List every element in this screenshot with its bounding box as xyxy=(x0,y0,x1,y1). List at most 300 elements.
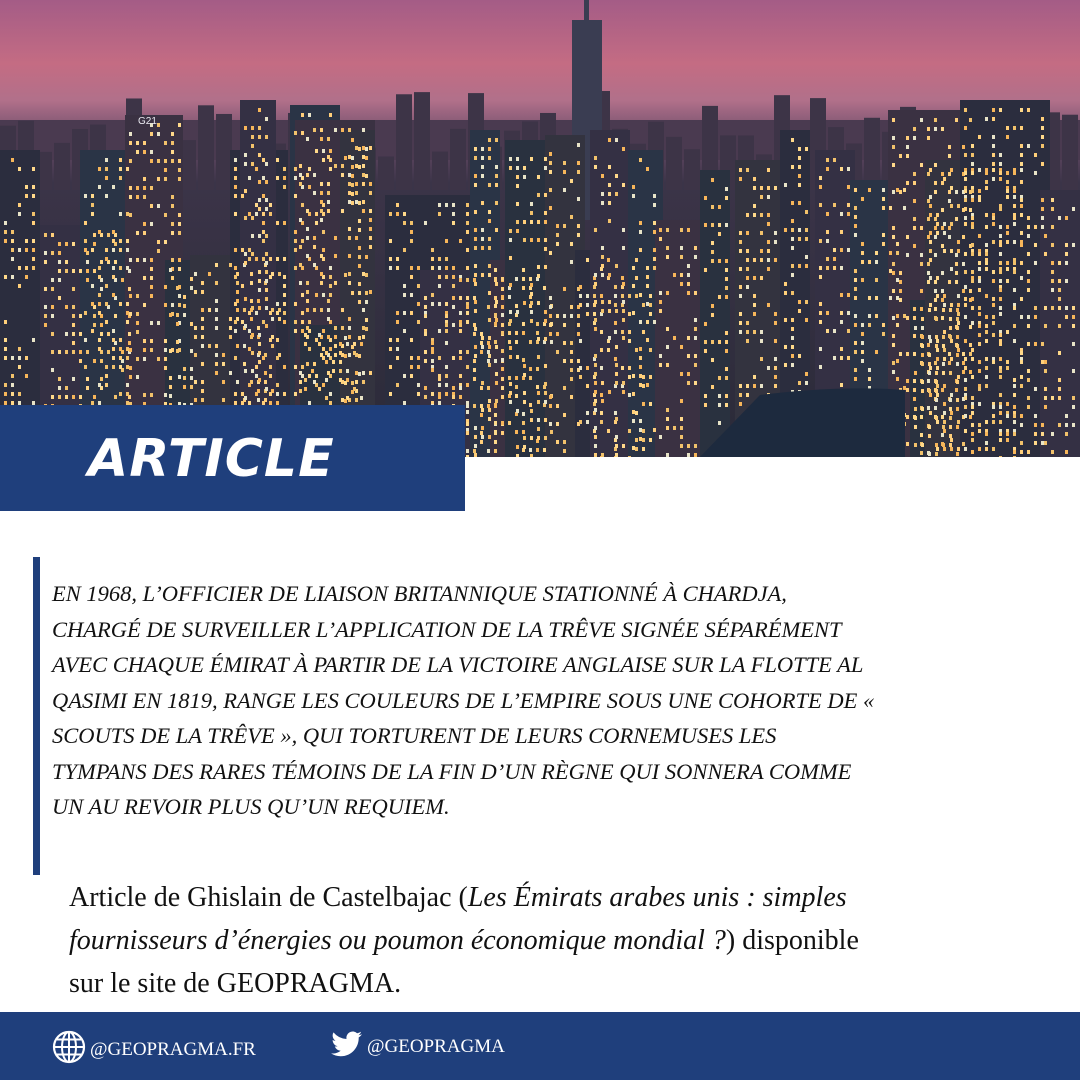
window-light xyxy=(746,330,749,334)
window-light xyxy=(129,348,132,352)
window-light xyxy=(659,291,662,295)
window-light xyxy=(1013,384,1016,388)
window-light xyxy=(262,158,265,162)
window-light xyxy=(978,252,981,256)
window-light xyxy=(276,176,279,180)
window-light xyxy=(601,246,604,250)
window-light xyxy=(509,166,512,170)
window-light xyxy=(1065,279,1068,283)
window-light xyxy=(100,260,103,264)
window-light xyxy=(1027,216,1030,220)
window-light xyxy=(355,191,358,195)
window-light xyxy=(72,287,75,291)
window-light xyxy=(992,168,995,172)
window-light xyxy=(474,246,477,250)
window-light xyxy=(1013,189,1016,193)
window-light xyxy=(955,271,958,275)
far-building xyxy=(864,118,880,190)
window-light xyxy=(1034,342,1037,346)
window-light xyxy=(718,340,721,344)
window-light xyxy=(896,278,899,282)
window-light xyxy=(1006,240,1009,244)
window-light xyxy=(112,239,115,243)
window-light xyxy=(299,281,302,285)
window-light xyxy=(936,366,939,370)
window-light xyxy=(229,317,232,321)
window-light xyxy=(488,336,491,340)
window-light xyxy=(301,131,304,135)
window-light xyxy=(344,156,347,160)
window-light xyxy=(941,181,944,185)
window-light xyxy=(577,359,580,363)
window-light xyxy=(438,383,441,387)
window-light xyxy=(351,345,354,349)
window-light xyxy=(840,248,843,252)
window-light xyxy=(396,347,399,351)
window-light xyxy=(819,302,822,306)
window-light xyxy=(964,387,967,391)
window-light xyxy=(760,357,763,361)
window-light xyxy=(299,245,302,249)
window-light xyxy=(840,311,843,315)
window-light xyxy=(143,393,146,397)
window-light xyxy=(725,349,728,353)
window-light xyxy=(1006,366,1009,370)
window-light xyxy=(320,353,323,357)
window-light xyxy=(913,334,916,338)
window-light xyxy=(704,223,707,227)
window-light xyxy=(935,389,938,393)
window-light xyxy=(351,174,354,178)
window-light xyxy=(283,257,286,261)
window-light xyxy=(1044,324,1047,328)
window-light xyxy=(241,194,244,198)
window-light xyxy=(369,146,372,150)
window-light xyxy=(530,220,533,224)
window-light xyxy=(847,329,850,333)
window-light xyxy=(474,174,477,178)
window-light xyxy=(999,207,1002,211)
window-light xyxy=(942,344,945,348)
window-light xyxy=(424,359,427,363)
window-light xyxy=(1072,405,1075,409)
window-light xyxy=(51,278,54,282)
window-light xyxy=(258,198,261,202)
window-light xyxy=(459,323,462,327)
window-light xyxy=(445,374,448,378)
window-light xyxy=(334,326,337,330)
far-building xyxy=(1062,115,1078,190)
window-light xyxy=(957,348,960,352)
window-light xyxy=(927,406,930,410)
window-light xyxy=(112,185,115,189)
window-light xyxy=(445,365,448,369)
window-light xyxy=(234,185,237,189)
window-light xyxy=(481,345,484,349)
window-light xyxy=(150,222,153,226)
window-light xyxy=(1058,351,1061,355)
window-light xyxy=(921,326,924,330)
quote-text: EN 1968, L’OFFICIER DE LIAISON BRITANNIQUE STATIONNÉ À CHARDJA, CHARGÉ DE SURVEILLER L’APPLICATION DE LA TRÊVE SIGNÉE SÉPARÉMENT AVEC CHAQUE ÉMIRAT À PARTIR DE LA VICTOIRE ANGLAISE SUR LA FLOTTE AL QASIMI EN 1819, RANGE LES COULEURS DE L’EMPIRE SOUS UNE COHORTE DE « SCOUTS DE LA TRÊVE », QUI TORTURENT DE LEURS CORNEMUSES LES TYMPANS DES RARES TÉMOINS DE LA FIN D’UN RÈGNE QUI SONNERA COMME UN AU REVOIR PLUS QU’UN REQUIEM. xyxy=(52,581,875,819)
window-light xyxy=(315,338,318,342)
window-light xyxy=(607,258,610,262)
window-light xyxy=(978,267,981,271)
window-light xyxy=(586,303,589,307)
window-light xyxy=(882,197,885,201)
window-light xyxy=(646,167,649,171)
window-light xyxy=(494,449,497,453)
window-light xyxy=(190,322,193,326)
window-light xyxy=(594,273,597,277)
window-light xyxy=(934,118,937,122)
window-light xyxy=(819,320,822,324)
window-light xyxy=(913,172,916,176)
window-light xyxy=(143,195,146,199)
window-light xyxy=(927,172,930,176)
window-light xyxy=(1020,204,1023,208)
window-light xyxy=(348,200,351,204)
window-light xyxy=(1058,297,1061,301)
window-light xyxy=(914,443,917,447)
window-light xyxy=(529,448,532,452)
window-light xyxy=(614,411,617,415)
window-light xyxy=(327,200,330,204)
window-light xyxy=(892,235,895,239)
window-light xyxy=(791,291,794,295)
window-light xyxy=(1006,414,1009,418)
window-light xyxy=(608,138,611,142)
window-light xyxy=(157,321,160,325)
window-light xyxy=(608,183,611,187)
window-light xyxy=(264,380,267,384)
window-light xyxy=(666,345,669,349)
window-light xyxy=(639,293,642,297)
window-light xyxy=(622,246,625,250)
window-light xyxy=(941,433,944,437)
window-light xyxy=(315,374,318,378)
window-light xyxy=(718,376,721,380)
window-light xyxy=(105,284,108,288)
window-light xyxy=(1072,342,1075,346)
window-light xyxy=(459,329,462,333)
window-light xyxy=(86,278,89,282)
window-light xyxy=(128,332,131,336)
window-light xyxy=(93,314,96,318)
window-light xyxy=(164,213,167,217)
window-light xyxy=(424,221,427,225)
window-light xyxy=(129,258,132,262)
window-light xyxy=(445,275,448,279)
window-light xyxy=(183,385,186,389)
window-light xyxy=(269,257,272,261)
window-light xyxy=(529,403,532,407)
window-light xyxy=(178,159,181,163)
window-light xyxy=(129,132,132,136)
window-light xyxy=(646,284,649,288)
window-light xyxy=(622,444,625,448)
window-light xyxy=(4,275,7,279)
window-light xyxy=(956,335,959,339)
window-light xyxy=(1020,351,1023,355)
window-light xyxy=(93,269,96,273)
window-light xyxy=(964,216,967,220)
window-light xyxy=(466,266,469,270)
window-light xyxy=(306,290,309,294)
window-light xyxy=(739,402,742,406)
window-light xyxy=(936,231,939,235)
window-light xyxy=(410,356,413,360)
window-light xyxy=(854,377,857,381)
window-light xyxy=(985,375,988,379)
window-light xyxy=(936,339,939,343)
window-light xyxy=(563,170,566,174)
window-light xyxy=(985,252,988,256)
window-light xyxy=(927,262,930,266)
twitter-link[interactable] xyxy=(331,1030,505,1064)
window-light xyxy=(840,266,843,270)
window-light xyxy=(1034,414,1037,418)
window-light xyxy=(234,194,237,198)
window-light xyxy=(920,163,923,167)
window-light xyxy=(687,336,690,340)
window-light xyxy=(481,174,484,178)
window-light xyxy=(72,305,75,309)
window-light xyxy=(1027,288,1030,292)
window-light xyxy=(628,366,631,370)
window-light xyxy=(258,351,261,355)
window-light xyxy=(964,297,967,301)
window-light xyxy=(882,242,885,246)
window-light xyxy=(896,323,899,327)
window-light xyxy=(1006,279,1009,283)
window-light xyxy=(365,291,368,295)
window-light xyxy=(459,386,462,390)
window-light xyxy=(344,399,347,403)
window-light xyxy=(495,165,498,169)
window-light xyxy=(355,182,358,186)
window-light xyxy=(257,326,260,330)
window-light xyxy=(805,372,808,376)
window-light xyxy=(255,167,258,171)
window-light xyxy=(18,284,21,288)
window-light xyxy=(265,135,268,139)
window-light xyxy=(840,230,843,234)
window-light xyxy=(854,215,857,219)
window-light xyxy=(150,276,153,280)
window-light xyxy=(971,423,974,427)
window-light xyxy=(150,393,153,397)
quote-accent-bar xyxy=(33,557,40,875)
window-light xyxy=(928,389,931,393)
window-light xyxy=(283,167,286,171)
window-light xyxy=(1020,375,1023,379)
window-light xyxy=(355,164,358,168)
window-light xyxy=(819,365,822,369)
window-light xyxy=(86,350,89,354)
window-light xyxy=(725,196,728,200)
window-light xyxy=(861,278,864,282)
window-light xyxy=(143,222,146,226)
window-light xyxy=(992,279,995,283)
window-light xyxy=(882,233,885,237)
window-light xyxy=(666,363,669,367)
window-light xyxy=(258,126,261,130)
window-light xyxy=(79,269,82,273)
window-light xyxy=(628,375,631,379)
window-light xyxy=(351,390,354,394)
window-light xyxy=(950,438,953,442)
window-light xyxy=(992,447,995,451)
window-light xyxy=(522,421,525,425)
window-light xyxy=(639,230,642,234)
window-light xyxy=(410,311,413,315)
window-light xyxy=(805,381,808,385)
window-light xyxy=(365,327,368,331)
window-light xyxy=(339,342,342,346)
window-light xyxy=(269,365,272,369)
window-light xyxy=(614,303,617,307)
window-light xyxy=(126,392,129,396)
window-light xyxy=(549,422,552,426)
website-link[interactable] xyxy=(52,1030,256,1070)
window-light xyxy=(283,302,286,306)
window-light xyxy=(687,354,690,358)
window-light xyxy=(892,271,895,275)
window-light xyxy=(725,268,728,272)
window-light xyxy=(143,357,146,361)
window-light xyxy=(694,444,697,448)
window-light xyxy=(739,312,742,316)
window-light xyxy=(119,158,122,162)
window-light xyxy=(410,275,413,279)
window-light xyxy=(474,156,477,160)
window-light xyxy=(58,251,61,255)
window-light xyxy=(438,275,441,279)
window-light xyxy=(601,264,604,268)
window-light xyxy=(956,353,959,357)
window-light xyxy=(753,375,756,379)
window-light xyxy=(556,404,559,408)
window-light xyxy=(746,249,749,253)
window-light xyxy=(943,429,946,433)
window-light xyxy=(250,281,253,285)
window-light xyxy=(646,275,649,279)
window-light xyxy=(283,365,286,369)
window-light xyxy=(805,264,808,268)
window-light xyxy=(550,430,553,434)
window-light xyxy=(854,278,857,282)
window-light xyxy=(313,380,316,384)
window-light xyxy=(628,294,631,298)
window-light xyxy=(445,314,448,318)
window-light xyxy=(935,443,938,447)
window-light xyxy=(868,260,871,264)
window-light xyxy=(1020,384,1023,388)
window-light xyxy=(481,273,484,277)
window-light xyxy=(304,378,307,382)
window-light xyxy=(563,161,566,165)
window-light xyxy=(936,447,939,451)
window-light xyxy=(892,190,895,194)
window-light xyxy=(941,127,944,131)
window-light xyxy=(501,377,504,381)
window-light xyxy=(621,366,624,370)
window-light xyxy=(805,147,808,151)
window-light xyxy=(934,361,937,365)
window-light xyxy=(222,362,225,366)
window-light xyxy=(251,135,254,139)
window-light xyxy=(294,131,297,135)
window-light xyxy=(18,356,21,360)
window-light xyxy=(93,242,96,246)
window-light xyxy=(25,266,28,270)
window-light xyxy=(929,213,932,217)
window-light xyxy=(522,277,525,281)
window-light xyxy=(903,386,906,390)
window-light xyxy=(344,381,347,385)
window-light xyxy=(201,326,204,330)
window-light xyxy=(969,208,972,212)
window-light xyxy=(369,371,372,375)
window-light xyxy=(72,323,75,327)
window-light xyxy=(1051,288,1054,292)
window-light xyxy=(294,230,297,234)
window-light xyxy=(515,277,518,281)
window-light xyxy=(767,240,770,244)
window-light xyxy=(157,204,160,208)
window-light xyxy=(178,213,181,217)
window-light xyxy=(119,248,122,252)
window-light xyxy=(164,240,167,244)
window-light xyxy=(927,199,930,203)
window-light xyxy=(208,344,211,348)
window-light xyxy=(594,282,597,286)
window-light xyxy=(480,440,483,444)
window-light xyxy=(896,296,899,300)
window-light xyxy=(164,168,167,172)
window-light xyxy=(255,257,258,261)
window-light xyxy=(1013,432,1016,436)
window-light xyxy=(992,360,995,364)
window-light xyxy=(805,210,808,214)
window-light xyxy=(79,395,82,399)
window-light xyxy=(11,356,14,360)
window-light xyxy=(234,302,237,306)
window-light xyxy=(84,194,87,198)
window-light xyxy=(91,302,94,306)
window-light xyxy=(308,113,311,117)
window-light xyxy=(673,426,676,430)
window-light xyxy=(18,248,21,252)
window-light xyxy=(32,194,35,198)
window-light xyxy=(488,345,491,349)
window-light xyxy=(178,303,181,307)
window-light xyxy=(171,258,174,262)
window-light xyxy=(452,386,455,390)
window-light xyxy=(687,291,690,295)
window-light xyxy=(516,445,519,449)
window-light xyxy=(351,156,354,160)
window-light xyxy=(509,319,512,323)
window-light xyxy=(964,207,967,211)
window-light xyxy=(868,377,871,381)
window-light xyxy=(753,330,756,334)
window-light xyxy=(948,190,951,194)
window-light xyxy=(537,355,540,359)
window-light xyxy=(136,258,139,262)
window-light xyxy=(530,310,533,314)
window-light xyxy=(767,168,770,172)
